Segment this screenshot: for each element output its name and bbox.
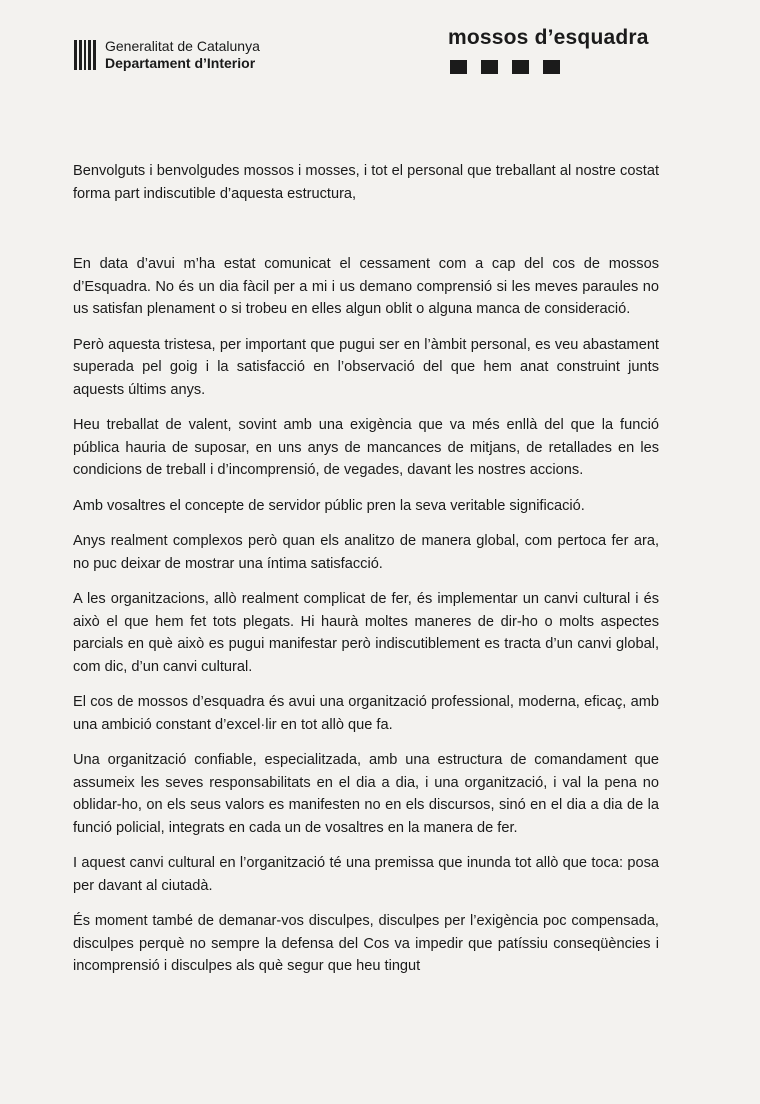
senyera-icon bbox=[74, 40, 96, 70]
generalitat-name: Generalitat de Catalunya bbox=[105, 38, 260, 54]
letter-greeting: Benvolguts i benvolgudes mossos i mosses, i tot el personal que treballant al nostre costat forma part indiscutible d’aquesta estructura, bbox=[73, 163, 659, 202]
mossos-logo bbox=[448, 26, 649, 74]
letter-paragraph: I aquest canvi cultural en l’organització té una premissa que inunda tot allò que toca: posa per davant al ciutadà. bbox=[73, 855, 659, 894]
letter-paragraph: Heu treballat de valent, sovint amb una exigència que va més enllà del que la funció pública hauria de suposar, en uns anys de mancances de mitjans, de retallades en les condicions de treball i d’incomprensió, de vegades, davant les nostres accions. bbox=[73, 417, 659, 478]
mossos-logo-text: mossos d’esquadra bbox=[448, 26, 649, 49]
mossos-squares-icon bbox=[450, 60, 649, 74]
letter-body bbox=[73, 160, 659, 991]
letter-paragraph: El cos de mossos d’esquadra és avui una organització professional, moderna, eficaç, amb una ambició constant d’excel·lir en tot allò que fa. bbox=[73, 694, 659, 733]
department-name: Departament d’Interior bbox=[105, 55, 256, 71]
letter-paragraph: Anys realment complexos però quan els analitzo de manera global, com pertoca fer ara, no puc deixar de mostrar una íntima satisfacció. bbox=[73, 533, 659, 572]
letter-paragraph: En data d’avui m’ha estat comunicat el cessament com a cap del cos de mossos d’Esquadra. No és un dia fàcil per a mi i us demano comprensió si les meves paraules no us satisfan plenament o si trobeu en elles algun oblit o alguna manca de consideració. bbox=[73, 256, 659, 317]
letter-paragraph: Però aquesta tristesa, per important que pugui ser en l’àmbit personal, es veu abastament superada pel goig i la satisfacció en l’observació del que hem anat construint junts aquests últims anys. bbox=[73, 336, 659, 398]
letter-paragraph: Amb vosaltres el concepte de servidor públic pren la seva veritable significació. bbox=[73, 497, 585, 514]
letter-paragraph: A les organitzacions, allò realment complicat de fer, és implementar un canvi cultural i és això el que hem fet tots plegats. Hi haurà moltes maneres de dir-ho o molts aspectes parcials en què això es pugui manifestar però indiscutiblement es tracta d’un canvi global, com dic, d’un canvi cultural. bbox=[73, 591, 659, 675]
generalitat-text bbox=[105, 38, 260, 72]
generalitat-logo bbox=[74, 38, 260, 72]
letter-paragraph: Una organització confiable, especialitzada, amb una estructura de comandament que assumeix les seves responsabilitats en el dia a dia, i una organització, i val la pena no oblidar-ho, on els seus valors es manifesten no en els discursos, sinó en el dia a dia de la funció policial, integrats en cada un de vosaltres en la manera de fer. bbox=[73, 752, 659, 836]
letter-paragraph: És moment també de demanar-vos disculpes, disculpes per l’exigència poc compensada, disculpes perquè no sempre la defensa del Cos va impedir que patíssiu conseqüències i incomprensió i disculpes als què segur que heu tingut bbox=[73, 913, 659, 974]
